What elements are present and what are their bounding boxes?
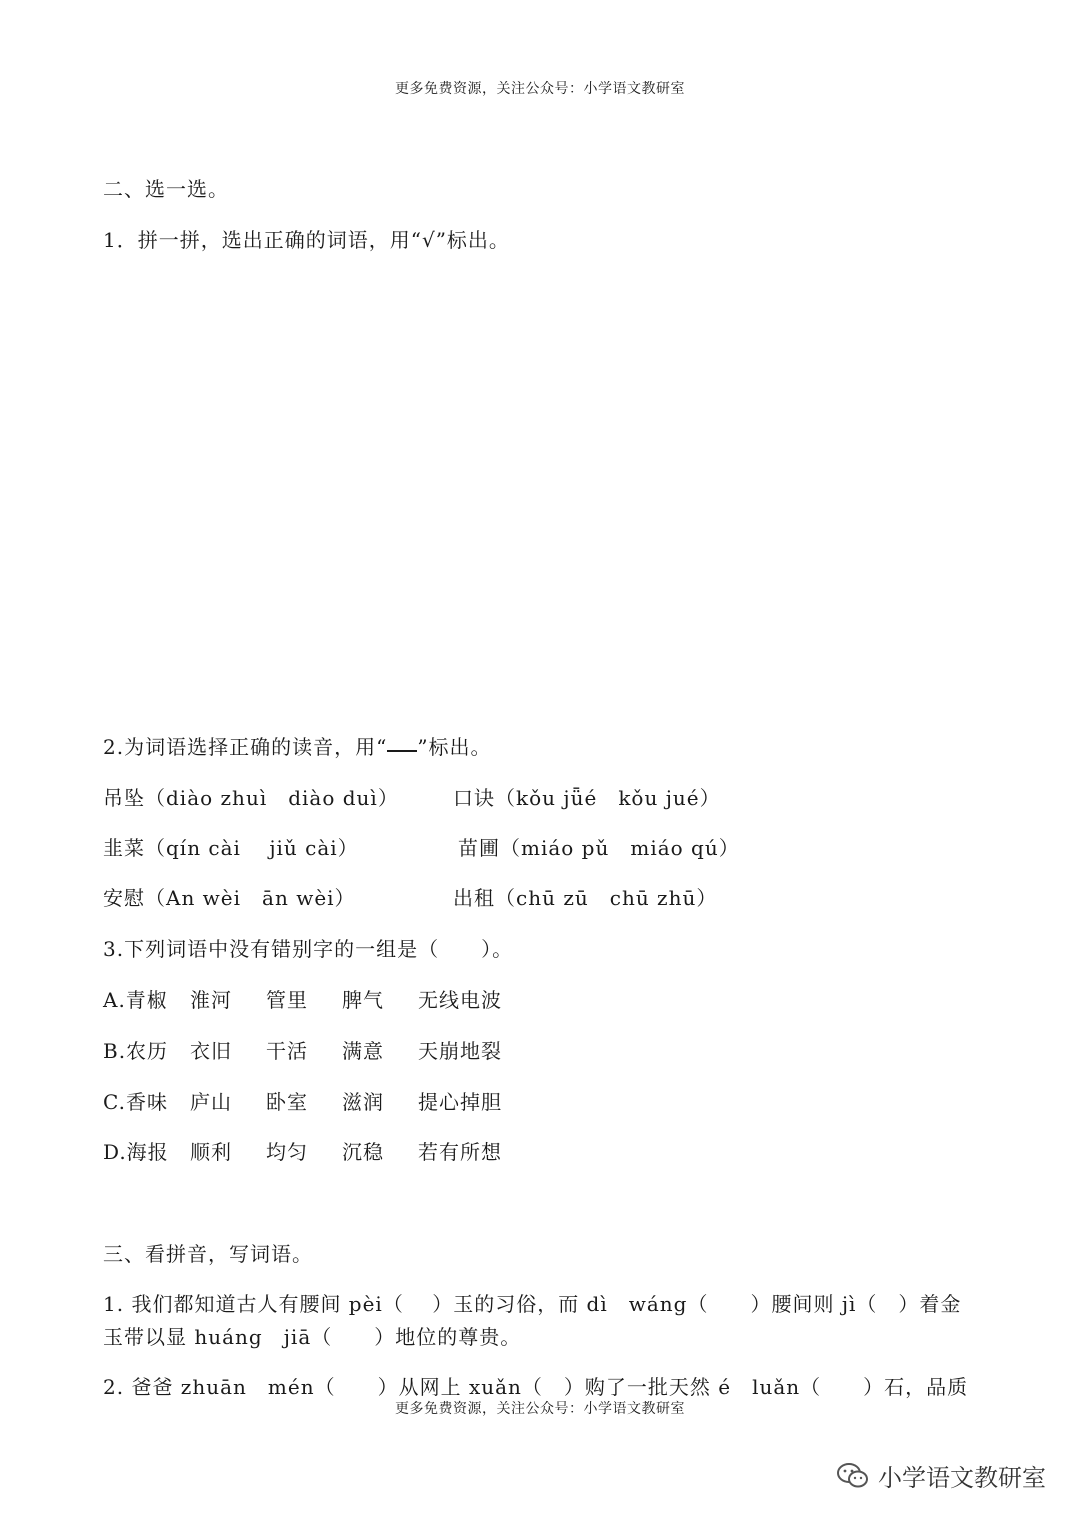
pinyin-choice-right: 出租（chū zū chū zhū） <box>453 886 718 910</box>
option-label: D.海报 <box>103 1140 169 1164</box>
option-word: 满意 <box>342 1039 384 1063</box>
pinyin-choice-left: 安慰（An wèi ān wèi） <box>103 886 356 910</box>
underline-mark <box>387 750 417 752</box>
option-word: 顺利 <box>190 1140 232 1164</box>
option-word: 庐山 <box>190 1090 232 1114</box>
question-2-2 <box>103 731 492 760</box>
option-word: 卧室 <box>266 1090 308 1114</box>
option-word: 淮河 <box>190 988 232 1012</box>
page-footer: 更多免费资源，关注公众号：小学语文教研室 <box>395 1401 685 1417</box>
watermark-text: 小学语文教研室 <box>878 1464 1046 1492</box>
question-2-3: 3.下列词语中没有错别字的一组是（ ）。 <box>103 937 514 961</box>
option-word: 若有所想 <box>418 1140 502 1164</box>
section-3-title: 三、看拼音，写词语。 <box>103 1242 313 1266</box>
option-label: C.香味 <box>103 1090 168 1114</box>
pinyin-choice-left: 韭菜（qín cài jiǔ cài） <box>103 836 359 860</box>
question-2-1: 1．拼一拼，选出正确的词语，用“√”标出。 <box>103 228 510 252</box>
option-label: B.农历 <box>103 1039 169 1063</box>
option-word: 脾气 <box>342 988 384 1012</box>
question-3-1-line-2: 玉带以显 huáng jiā（ ）地位的尊贵。 <box>103 1325 522 1349</box>
option-word: 提心掉胆 <box>418 1090 502 1114</box>
pinyin-choice-left: 吊坠（diào zhuì diào duì） <box>103 786 399 810</box>
option-word: 滋润 <box>342 1090 384 1114</box>
option-word: 沉稳 <box>342 1140 384 1164</box>
pinyin-choice-right: 苗圃（miáo pǔ miáo qú） <box>458 836 740 860</box>
question-2-2-prefix: 2.为词语选择正确的读音，用“ <box>103 735 388 759</box>
question-3-2-line-1: 2. 爸爸 zhuān mén（ ）从网上 xuǎn（ ）购了一批天然 é luǎn（ ）石，品质 <box>103 1375 969 1399</box>
option-label: A.青椒 <box>103 988 168 1012</box>
wechat-icon <box>836 1461 870 1491</box>
section-2-title: 二、选一选。 <box>103 177 229 201</box>
page-header: 更多免费资源，关注公众号：小学语文教研室 <box>395 81 685 97</box>
watermark <box>836 1458 1046 1493</box>
option-word: 干活 <box>266 1039 308 1063</box>
option-word: 无线电波 <box>418 988 502 1012</box>
option-word: 天崩地裂 <box>418 1039 502 1063</box>
question-3-1-line-1: 1. 我们都知道古人有腰间 pèi（ ）玉的习俗，而 dì wáng（ ）腰间则 jì（ ）着金 <box>103 1292 962 1316</box>
question-2-2-suffix: ”标出。 <box>417 735 492 759</box>
pinyin-choice-right: 口诀（kǒu jǖé kǒu jué） <box>453 786 721 810</box>
option-word: 衣旧 <box>190 1039 232 1063</box>
option-word: 均匀 <box>266 1140 308 1164</box>
option-word: 管里 <box>266 988 308 1012</box>
